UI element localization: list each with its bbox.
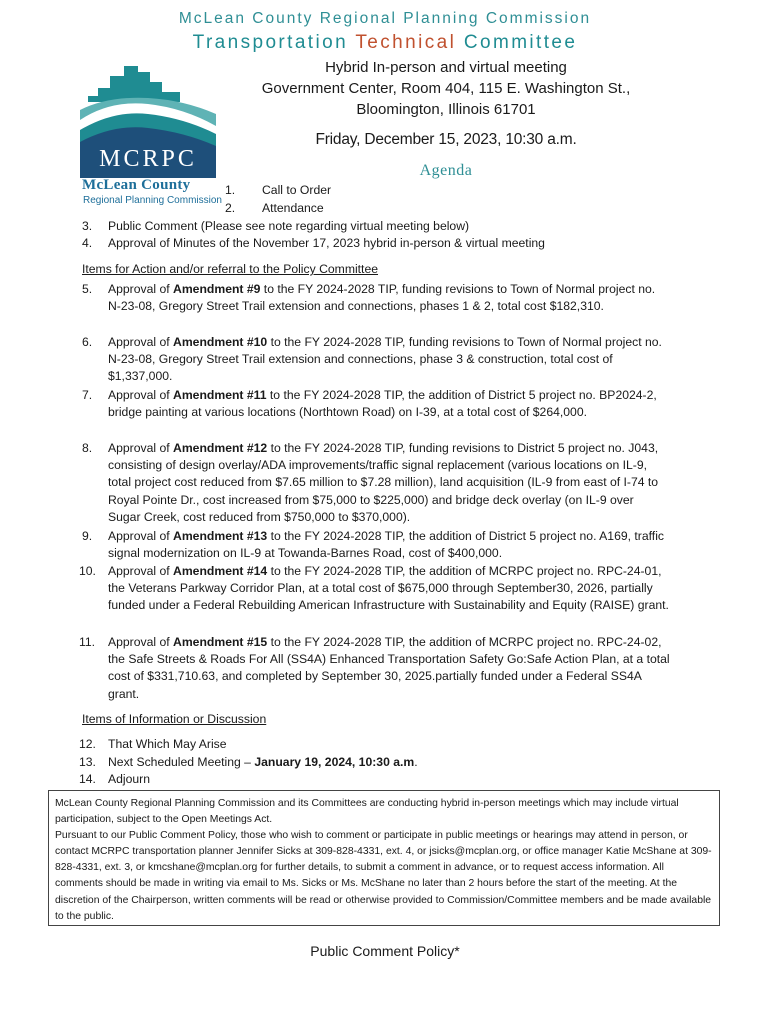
- item-text: Call to Order: [262, 183, 332, 197]
- item-text: Public Comment (Please see note regarding virtual meeting below): [108, 219, 470, 233]
- next-meeting-label: Next Scheduled Meeting –: [108, 755, 255, 769]
- item-prefix: Approval of: [108, 388, 174, 402]
- item-text: [108, 634, 673, 703]
- action-items-heading: Items for Action and/or referral to the Policy Committee: [82, 262, 379, 276]
- item-number: 7.: [82, 388, 93, 402]
- item-body: to the FY 2024-2028 TIP, the addition of District 5 project no. BP2024-2, bridge painting at various locations (Northtown Road) on I-39, at a total cost of $264,000.: [108, 388, 657, 420]
- item-number: 12.: [79, 737, 96, 751]
- amendment-label: Amendment #15: [173, 635, 268, 649]
- next-meeting-date: January 19, 2024, 10:30 a.m: [254, 755, 415, 769]
- item-body: to the FY 2024-2028 TIP, the addition of MCRPC project no. RPC-24-02, the Safe Streets & Roads For All (SS4A) Enhanced Transportation Safety Go:Safe Action Plan, at a total cost of $331,710.63, and completed by September 30, 2025.partially funded under a Federal SS4A grant.: [108, 635, 670, 701]
- item-body: to the FY 2024-2028 TIP, funding revisions to Town of Normal project no. N-23-08, Gregory Street Trail extension and connections, phases 1 & 2, total cost $182,310.: [108, 282, 656, 314]
- item-number: 8.: [82, 441, 93, 455]
- item-number: 2.: [225, 201, 236, 215]
- item-number: 9.: [82, 529, 93, 543]
- item-number: 4.: [82, 236, 93, 250]
- skyline-block: [138, 72, 150, 102]
- item-text: [108, 440, 668, 526]
- committee-title: [0, 32, 770, 54]
- skyline-block: [110, 76, 124, 102]
- item-number: 3.: [82, 219, 93, 233]
- item-number: 6.: [82, 335, 93, 349]
- item-text: [108, 754, 418, 771]
- item-text: [108, 334, 668, 386]
- item-number: 1.: [225, 183, 236, 197]
- logo-text: MCRPC: [99, 146, 197, 172]
- meeting-type: Hybrid In-person and virtual meeting: [325, 59, 567, 76]
- skyline-block: [124, 66, 138, 102]
- item-text: [108, 563, 673, 615]
- amendment-label: Amendment #14: [173, 564, 268, 578]
- committee-title-accent: Technical: [355, 32, 457, 53]
- logo-caption-county: McLean County: [82, 177, 191, 193]
- item-prefix: Approval of: [108, 529, 174, 543]
- item-text: That Which May Arise: [108, 737, 227, 751]
- info-items-heading: Items of Information or Discussion: [82, 712, 267, 726]
- item-number: 13.: [79, 755, 96, 769]
- virtual-meeting-notice: [48, 790, 720, 926]
- item-body: to the FY 2024-2028 TIP, funding revisions to Town of Normal project no. N-23-08, Gregory Street Trail extension and connections, phase 3 & construction, total cost of $1,337,000.: [108, 335, 662, 384]
- item-prefix: Approval of: [108, 635, 174, 649]
- meeting-info: [236, 57, 656, 120]
- item-body: to the FY 2024-2028 TIP, the addition of District 5 project no. A169, traffic signal modernization on IL-9 at Towanda-Barnes Road, cost of $400,000.: [108, 529, 664, 561]
- public-comment-policy-title: Public Comment Policy*: [310, 943, 460, 959]
- amendment-label: Amendment #13: [173, 529, 268, 543]
- amendment-label: Amendment #9: [173, 282, 261, 296]
- item-prefix: Approval of: [108, 441, 174, 455]
- notice-paragraph: McLean County Regional Planning Commission and its Committees are conducting hybrid in-person meetings which may include virtual participation, subject to the Open Meetings Act.: [55, 798, 679, 826]
- amendment-label: Amendment #11: [173, 388, 267, 402]
- committee-title-post: Committee: [463, 32, 578, 53]
- skyline-block: [98, 88, 110, 102]
- item-prefix: Approval of: [108, 335, 174, 349]
- item-text: [108, 528, 673, 562]
- item-text: Adjourn: [108, 772, 151, 786]
- meeting-city: Bloomington, Illinois 61701: [356, 101, 536, 118]
- item-text: Attendance: [262, 201, 324, 215]
- item-text: [108, 281, 668, 315]
- item-prefix: Approval of: [108, 282, 174, 296]
- item-number: 5.: [82, 282, 93, 296]
- item-prefix: Approval of: [108, 564, 174, 578]
- item-text: [108, 387, 668, 421]
- item-number: 14.: [79, 772, 96, 786]
- item-body: to the FY 2024-2028 TIP, funding revisions to District 5 project no. J043, consisting of design overlay/ADA improvements/traffic signal replacement (various locations on IL-9, total project cost reduced from $7.65 million to $7.28 million), land acquisition (IL-9 from east of I-74 to Royal Pointe Dr., cost increased from $75,000 to $225,000) and bridge deck overlay (on IL-9 over Sugar Creek, cost reduced from $750,000 to $370,000).: [108, 441, 659, 524]
- meeting-datetime: Friday, December 15, 2023, 10:30 a.m.: [315, 131, 577, 148]
- next-meeting-period: .: [414, 755, 418, 769]
- logo-caption-commission: Regional Planning Commission: [83, 195, 222, 206]
- item-number: 11.: [79, 635, 96, 649]
- meeting-location: Government Center, Room 404, 115 E. Washington St.,: [261, 80, 631, 97]
- skyline-block: [88, 96, 98, 102]
- amendment-label: Amendment #12: [173, 441, 268, 455]
- notice-paragraph: Pursuant to our Public Comment Policy, those who wish to comment or participate in public meetings or hearings may attend in person, or contact MCRPC transportation planner Jennifer Sicks at 309-828-4331, ext. 4, or jsicks@mcplan.org, or office manager Katie McShane at 309-828-4331, ext. 3, or kmcshane@mcplan.org for further details, to submit a comment in advance, or to request access information. All comments should be made in writing via email to Ms. Sicks or Ms. McShane no later than 2 hours before the start of the meeting. At the discretion of the Chairperson, written comments will be read or otherwise provided to Commission/Committee members and be made available to the public.: [55, 830, 712, 922]
- item-body: to the FY 2024-2028 TIP, the addition of MCRPC project no. RPC-24-01, the Veterans Parkway Corridor Plan, at a total cost of $675,000 through September30, 2026, partially funded under a Federal Rebuilding American Infrastructure with Sustainability and Equity (RAISE) grant.: [108, 564, 669, 613]
- amendment-label: Amendment #10: [173, 335, 268, 349]
- org-name: McLean County Regional Planning Commission: [178, 10, 592, 27]
- item-text: Approval of Minutes of the November 17, 2023 hybrid in-person & virtual meeting: [108, 236, 545, 250]
- committee-title-pre: Transportation: [192, 32, 349, 53]
- item-number: 10.: [79, 564, 96, 578]
- agenda-title: Agenda: [419, 162, 473, 179]
